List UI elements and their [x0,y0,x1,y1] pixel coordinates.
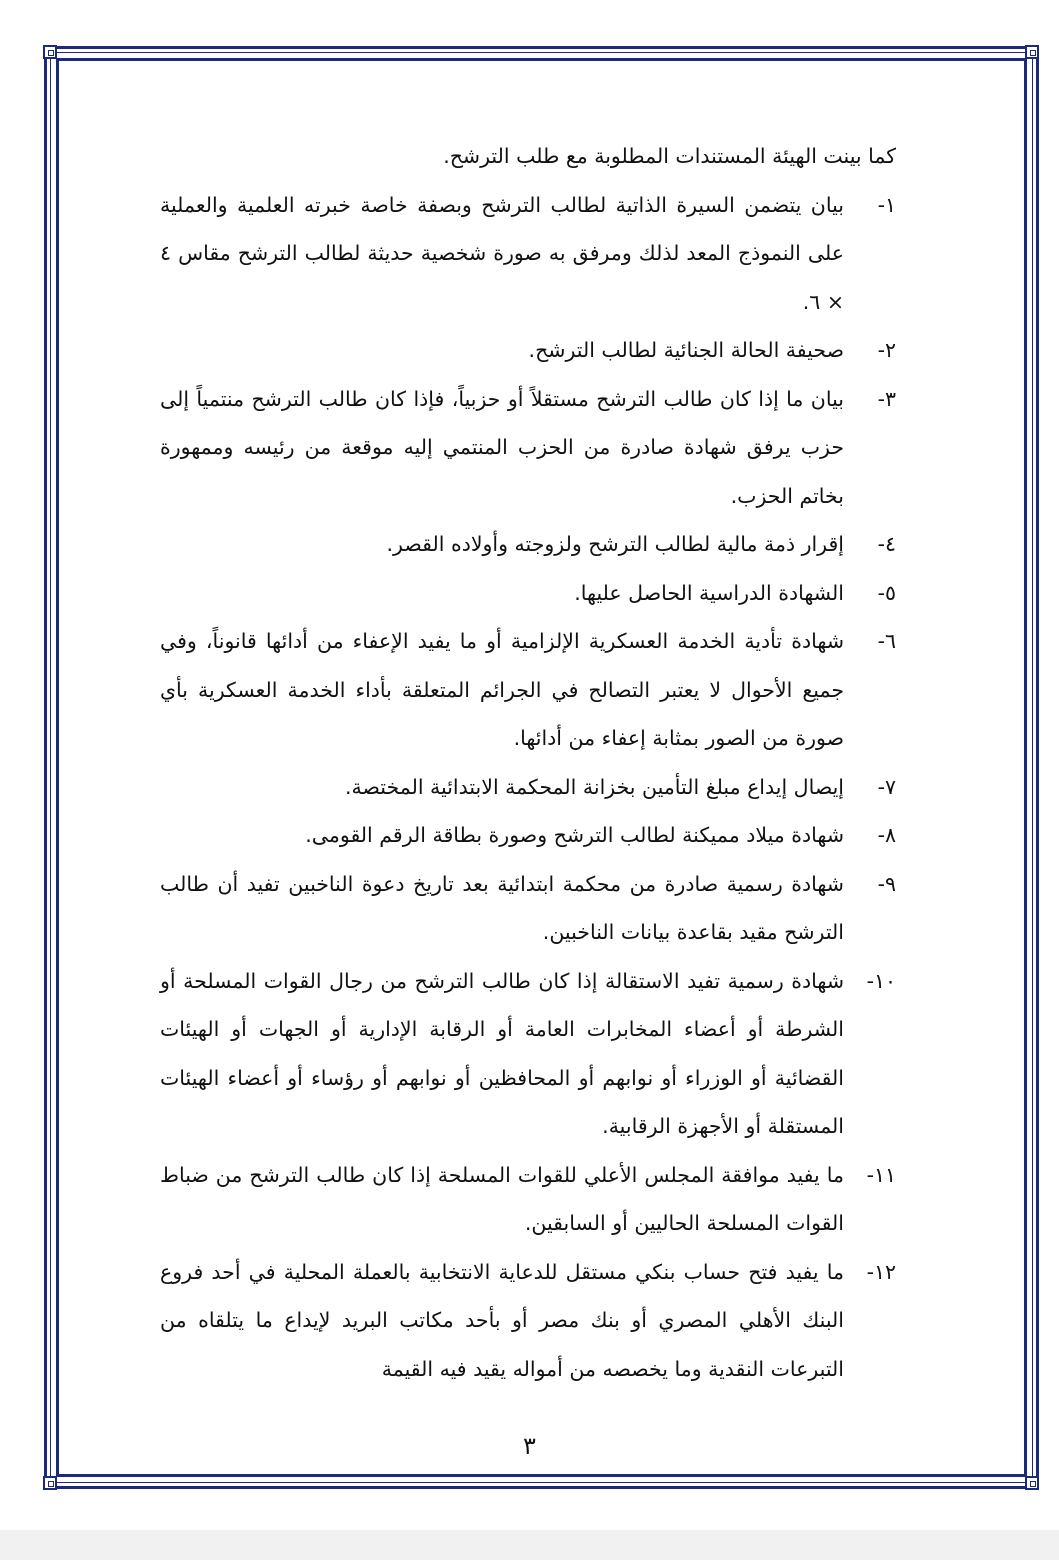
corner-ornament-top-left [43,45,57,59]
item-text: شهادة رسمية تفيد الاستقالة إذا كان طالب الترشح من رجال القوات المسلحة أو الشرطة أو أعضاء المخابرات العامة أو الرقابة الإدارية أو الجهات أو الهيئات القضائية أو الوزراء أو نوابهم أو المحافظين أو نوابهم أو رؤساء أو أعضاء الهيئات المستقلة أو الأجهزة الرقابية. [160,968,844,1138]
corner-ornament-bottom-right [1025,1476,1039,1490]
corner-ornament-bottom-left [43,1476,57,1490]
list-item [160,860,896,957]
item-number: ٥- [877,580,896,605]
item-text: ما يفيد فتح حساب بنكي مستقل للدعاية الانتخابية بالعملة المحلية في أحد فروع البنك الأهلي المصري أو بنك مصر أو بأحد مكاتب البريد لإيداع ما يتلقاه من التبرعات النقدية وما يخصصه من أمواله يقيد فيه القيمة [160,1259,844,1381]
item-text: بيان يتضمن السيرة الذاتية لطالب الترشح وبصفة خاصة خبرته العلمية والعملية على النموذج المعد لذلك ومرفق به صورة شخصية حديثة لطالب الترشح مقاس ٤ × ٦. [160,192,844,314]
item-number: ٤- [877,532,896,556]
item-text: صحيفة الحالة الجنائية لطالب الترشح. [528,338,844,362]
item-number: ٦- [877,629,896,653]
list-item [160,957,896,1151]
list-item [160,520,896,569]
list-item [160,375,896,521]
list-item [160,617,896,763]
item-text: شهادة تأدية الخدمة العسكرية الإلزامية أو ما يفيد الإعفاء من أدائها قانوناً، وفي جميع الأحوال لا يعتبر التصالح في الجرائم المتعلقة بأداء الخدمة العسكرية بأي صورة من الصور بمثابة إعفاء من أدائها. [160,629,844,750]
list-item [160,326,896,375]
item-number: ٨- [877,823,896,847]
item-number: ١١- [866,1162,896,1187]
item-text: شهادة ميلاد مميكنة لطالب الترشح وصورة بطاقة الرقم القومى. [305,823,844,847]
list-item [160,569,896,618]
list-item [160,811,896,860]
item-text: إيصال إيداع مبلغ التأمين بخزانة المحكمة الابتدائية المختصة. [345,774,844,799]
list-item [160,1248,896,1394]
document-body [160,132,896,1393]
item-number: ١٠- [866,968,896,993]
viewer-bottom-strip [0,1530,1059,1560]
item-number: ٢- [877,338,896,362]
item-text: الشهادة الدراسية الحاصل عليها. [574,580,844,605]
item-number: ٩- [877,871,896,896]
corner-ornament-top-right [1025,45,1039,59]
list-item [160,1151,896,1248]
item-number: ٧- [877,774,896,799]
item-number: ١٢- [866,1259,896,1284]
page-number: ٣ [523,1432,536,1460]
item-text: ما يفيد موافقة المجلس الأعلي للقوات المسلحة إذا كان طالب الترشح من ضباط القوات المسلحة الحاليين أو السابقين. [160,1162,844,1235]
item-text: شهادة رسمية صادرة من محكمة ابتدائية بعد تاريخ دعوة الناخبين تفيد أن طالب الترشح مقيد بقاعدة بيانات الناخبين. [160,871,844,944]
item-number: ٣- [877,386,896,411]
intro-paragraph: كما بينت الهيئة المستندات المطلوبة مع طلب الترشح. [443,144,896,168]
item-text: بيان ما إذا كان طالب الترشح مستقلاً أو حزبياً، فإذا كان طالب الترشح منتمياً إلى حزب يرفق شهادة صادرة من الحزب المنتمي إليه موقعة من رئيسه وممهورة بخاتم الحزب. [160,386,844,508]
list-item [160,763,896,812]
item-number: ١- [877,192,896,217]
list-item [160,181,896,327]
item-text: إقرار ذمة مالية لطالب الترشح ولزوجته وأولاده القصر. [386,532,844,556]
